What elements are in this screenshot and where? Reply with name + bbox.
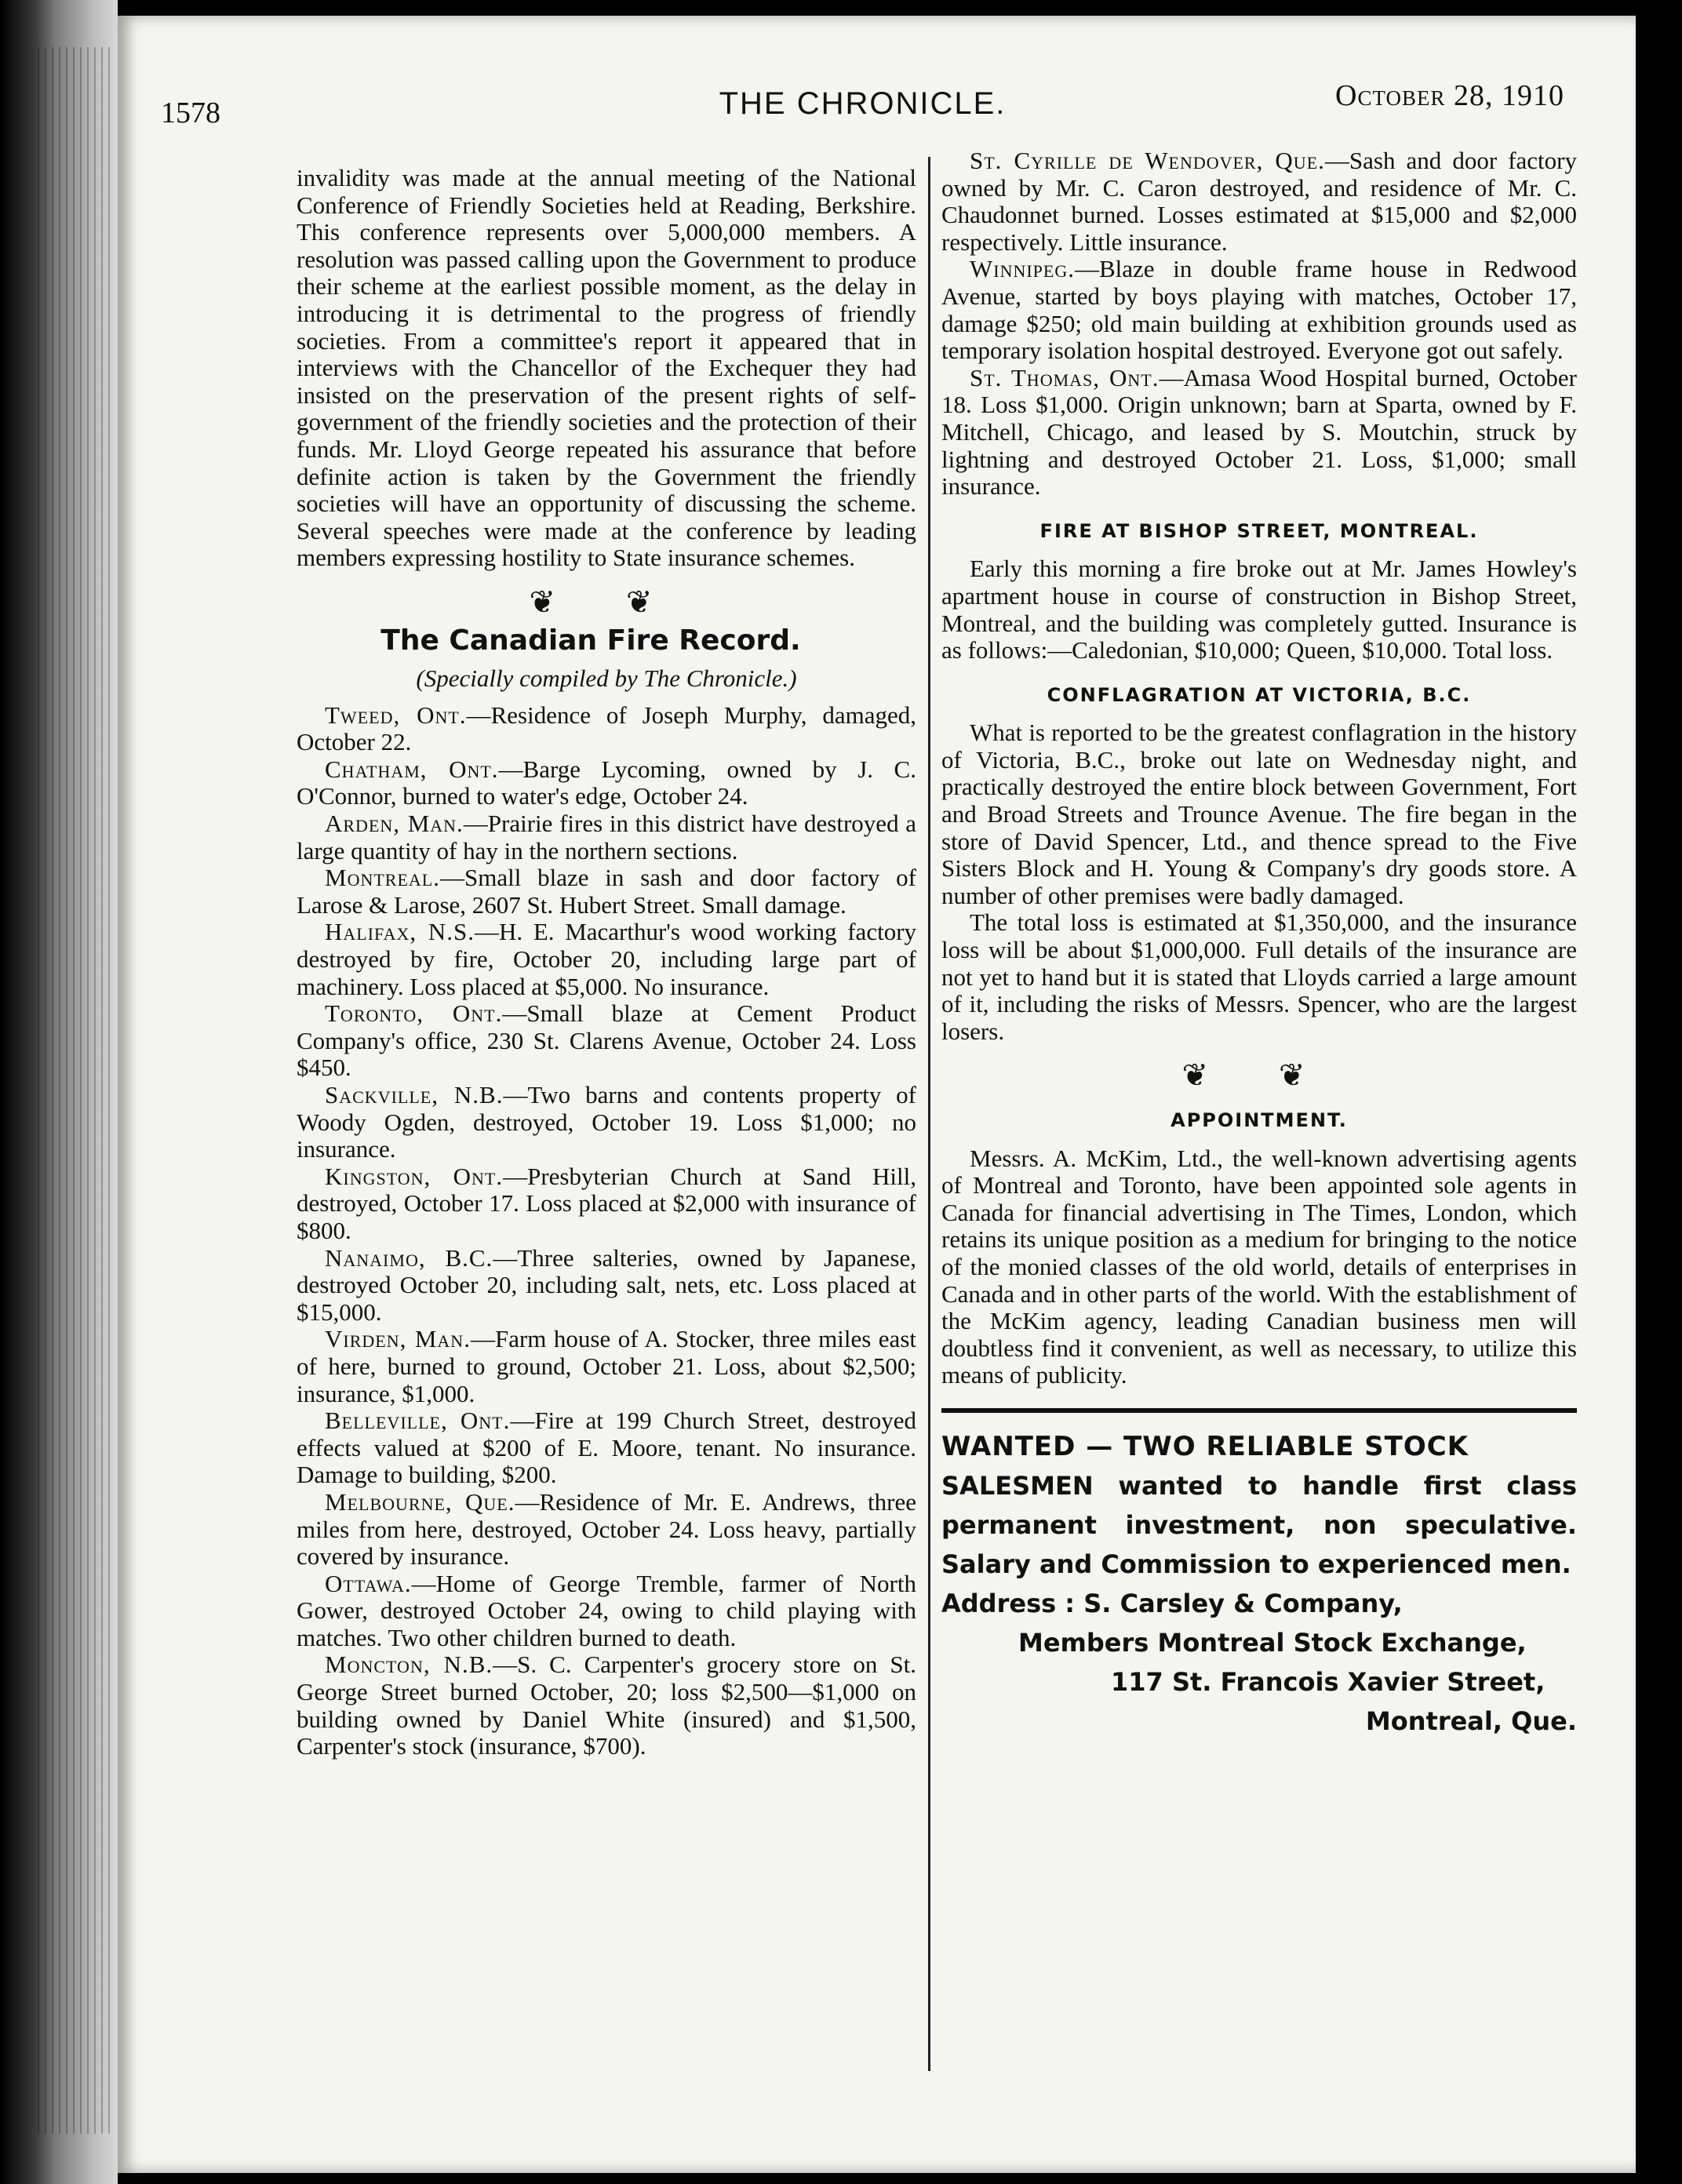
fire-entry <box>297 810 916 864</box>
fire-entry-text: —Small blaze in sash and door factory of Larose & Larose, 2607 St. Hubert Street. Small damage. <box>297 864 916 919</box>
issue-date: October 28, 1910 <box>1335 79 1564 112</box>
fire-entry-text: —Home of George Tremble, farmer of North Gower, destroyed October 24, owing to child playing with matches. Two other children burned to death. <box>297 1569 916 1651</box>
fire-entry-text: —S. C. Carpenter's grocery store on St. George Street burned October, 20; loss $2,500—$1,000 on building owned by Daniel White (insured) and $1,500, Carpenter's stock (insurance, $700). <box>297 1651 916 1760</box>
fire-entry <box>297 1651 916 1760</box>
page-number: 1578 <box>161 96 220 129</box>
victoria-paragraph-1: What is reported to be the greatest conflagration in the history of Victoria, B.C., broke out late on Wednesday night, and practically destroyed the entire block between Government, Fort and Broad Streets and Trounce Avenue. The fire began in the store of David Spencer, Ltd., and thence spread to the Five Sisters Block and H. Young & Company's dry goods store. A number of other premises were badly damaged. <box>941 719 1577 909</box>
fire-entry-place: Tweed, Ont. <box>325 701 467 729</box>
fire-entry-text: —Fire at 199 Church Street, destroyed effects valued at $200 of E. Moore, tenant. No insurance. Damage to building, $200. <box>297 1407 916 1489</box>
fire-entry-text: —Three salteries, owned by Japanese, destroyed October 20, including salt, nets, etc. Loss placed at $15,000. <box>297 1243 916 1326</box>
fire-entry-place: Kingston, Ont. <box>325 1162 504 1190</box>
fire-entry-place: Nanaimo, B.C. <box>325 1243 493 1272</box>
fire-entry-place: Belleville, Ont. <box>325 1407 511 1435</box>
fire-entry-text: —Amasa Wood Hospital burned, October 18. Loss $1,000. Origin unknown; barn at Sparta, owned by F. Mitchell, Chicago, and leased by S. Moutchin, struck by lightning and destroyed October 21. Loss, $1,000; small insurance. <box>941 363 1577 500</box>
fire-entry-place: Toronto, Ont. <box>325 999 503 1028</box>
fire-entry <box>297 702 916 756</box>
fire-entry-text: —Barge Lycoming, owned by J. C. O'Connor, burned to water's edge, October 24. <box>297 755 916 810</box>
fire-entry <box>297 1163 916 1245</box>
appointment-heading: APPOINTMENT. <box>1170 1109 1348 1131</box>
fire-entry-place: Moncton, N.B. <box>325 1651 493 1679</box>
fire-entry-text: —Residence of Joseph Murphy, damaged, October 22. <box>297 701 916 756</box>
fire-entry <box>297 1326 916 1407</box>
fire-entry-text: —Small blaze at Cement Product Company's office, 230 St. Clarens Avenue, October 24. Loss $450. <box>297 999 916 1082</box>
fire-entry <box>941 256 1577 364</box>
fire-entry-text: —Presbyterian Church at Sand Hill, destroyed, October 17. Loss placed at $2,000 with insurance of $800. <box>297 1162 916 1244</box>
book-binding-edge <box>0 0 118 2184</box>
fire-entry-place: Ottawa. <box>325 1569 412 1597</box>
fire-entry-text: —H. E. Macarthur's wood working factory destroyed by fire, October 20, including large part of machinery. Loss placed at $5,000. No insurance. <box>297 918 917 1000</box>
column-rule <box>928 157 930 2071</box>
fire-entry-place: Virden, Man. <box>325 1325 471 1353</box>
fire-entry-place: Melbourne, Que. <box>325 1487 515 1516</box>
fire-entry <box>297 1082 916 1163</box>
fire-entry-place: Arden, Man. <box>325 810 464 838</box>
fire-entry <box>297 919 916 1000</box>
victoria-paragraph-2: The total loss is estimated at $1,350,000, and the insurance loss will be about $1,000,000. Full details of the insurance are not yet to hand but it is stated that Lloyds carried a large amount of it, including the risks of Messrs. Spencer, who are the largest losers. <box>941 908 1577 1045</box>
fire-entry-place: St. Cyrille de Wendover, Que. <box>970 147 1325 174</box>
fire-entry-place: Halifax, N.S. <box>325 918 475 946</box>
fire-entry-place: St. Thomas, Ont. <box>970 363 1160 391</box>
fire-entry <box>297 1000 916 1082</box>
fire-entry-place: Sackville, N.B. <box>325 1081 504 1108</box>
journal-title: THE CHRONICLE. <box>719 86 1007 121</box>
fire-entry-text: —Prairie fires in this district have destroyed a large quantity of hay in the northern sections. <box>297 810 916 864</box>
ad-address: Address : S. Carsley & Company, <box>941 1588 1403 1618</box>
fire-entry-text: —Farm house of A. Stocker, three miles east of here, burned to ground, October 21. Loss, about $2,500; insurance, $1,000. <box>297 1325 916 1407</box>
running-head <box>161 71 1564 133</box>
page-edges <box>38 47 112 2134</box>
victoria-heading: CONFLAGRATION AT VICTORIA, B.C. <box>1047 683 1472 706</box>
fire-entry-text: —Residence of Mr. E. Andrews, three miles from here, destroyed, October 24. Loss heavy, partially covered by insurance. <box>297 1487 916 1571</box>
fire-entry <box>297 1571 916 1652</box>
appointment-paragraph: Messrs. A. McKim, Ltd., the well-known advertising agents of Montreal and Toronto, have been appointed sole agents in Canada for financial advertising in The Times, London, which retains its unique position as a medium for bringing to the notice of the monied classes of the old world, details of enterprises in Canada and in other parts of the world. With the establishment of the McKim agency, leading Canadian business men will doubtless find it convenient, as well as necessary, to utilize this means of publicity. <box>941 1144 1577 1389</box>
section-ornament: ❦ ❦ <box>529 584 684 620</box>
fire-entry <box>297 1407 916 1489</box>
section-ornament: ❦ ❦ <box>1181 1057 1337 1094</box>
fire-entry-text: —Sash and door factory owned by Mr. C. Caron destroyed, and residence of Mr. C. Chaudonnet burned. Losses estimated at $15,000 and $2,000 respectively. Little insurance. <box>941 147 1577 256</box>
ad-line-exchange: Members Montreal Stock Exchange, <box>1018 1627 1527 1658</box>
fire-entry <box>941 365 1577 500</box>
ad-headline: WANTED — TWO RELIABLE STOCK <box>941 1430 1469 1462</box>
ad-body: SALESMEN wanted to handle first class permanent investment, non speculative. Salary and Commission to experienced men. <box>941 1470 1577 1579</box>
fire-record-entries <box>297 702 916 1760</box>
fire-entry <box>297 864 916 919</box>
ad-line-street: 117 St. Francois Xavier Street, <box>1111 1666 1545 1697</box>
fire-entry <box>297 1489 916 1571</box>
fire-entry-text: —Two barns and contents property of Woody Ogden, destroyed, October 19. Loss $1,000; no insurance. <box>297 1081 916 1163</box>
fire-record-byline: (Specially compiled by The Chronicle.) <box>416 664 797 693</box>
fire-entry-place: Montreal. <box>325 864 440 892</box>
fire-entry <box>297 1245 916 1327</box>
fire-entry <box>297 756 916 810</box>
advertisement-rule <box>941 1408 1577 1413</box>
bishop-street-heading: FIRE AT BISHOP STREET, MONTREAL. <box>1039 519 1479 542</box>
right-column <box>941 147 1577 1741</box>
fire-entry-place: Chatham, Ont. <box>325 755 499 783</box>
bishop-street-paragraph: Early this morning a fire broke out at Mr. James Howley's apartment house in course of construction in Bishop Street, Montreal, and the building was completely gutted. Insurance is as follows:—Caledonian, $10,000; Queen, $10,000. Total loss. <box>941 555 1577 664</box>
friendly-societies-paragraph: invalidity was made at the annual meeting of the National Conference of Friendly Societies held at Reading, Berkshire. This conference represents over 5,000,000 members. A resolution was passed calling upon the Government to produce their scheme at the earliest possible moment, as the delay in introducing it is detrimental to the progress of friendly societies. From a committee's report it appeared that in interviews with the Chancellor of the Exchequer they had insisted on the preservation of the present rights of self-government of the friendly societies and the protection of their funds. Mr. Lloyd George repeated his assurance that before definite action is taken by the Government the friendly societies will have an opportunity of discussing the scheme. Several speeches were made at the conference by leading members expressing hostility to State insurance schemes. <box>297 164 916 572</box>
ad-line-city: Montreal, Que. <box>1365 1705 1577 1736</box>
fire-entry <box>941 147 1577 256</box>
left-column <box>297 165 916 1760</box>
fire-record-title: The Canadian Fire Record. <box>380 624 801 657</box>
fire-record-entries-continued <box>941 147 1577 500</box>
advertisement <box>941 1427 1577 1741</box>
fire-entry-text: —Blaze in double frame house in Redwood Avenue, started by boys playing with matches, October 17, damage $250; old main building at exhibition grounds used as temporary isolation hospital destroyed. Everyone got out safely. <box>941 255 1577 365</box>
fire-entry-place: Winnipeg. <box>970 255 1075 283</box>
